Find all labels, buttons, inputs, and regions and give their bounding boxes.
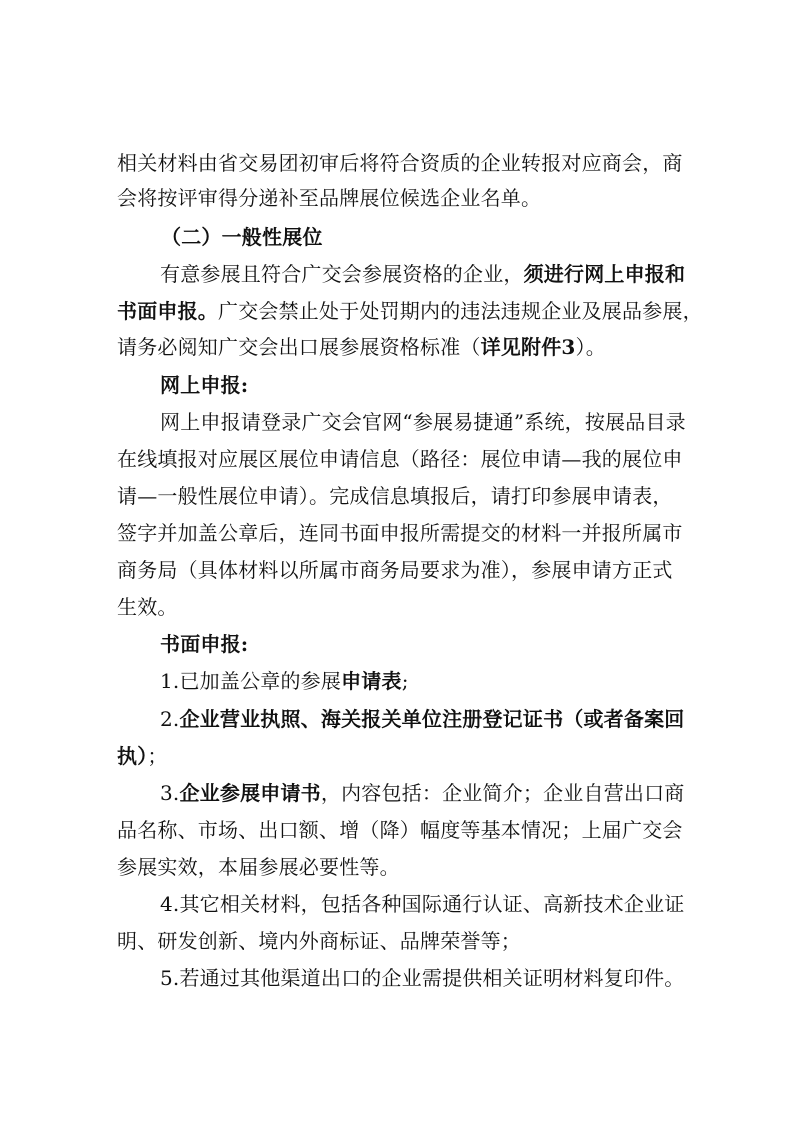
item-2-bold-line-2: 执） (117, 744, 148, 768)
item-3-num: 3. (160, 781, 180, 805)
item-3-bold: 企业参展申请书 (179, 781, 321, 805)
section-heading: （二）一般性展位 (161, 225, 323, 249)
online-paragraph-line-2: 在线填报对应展区展位申请信息（路径：展位申请—我的展位申 (117, 447, 683, 471)
paragraph-2-line-1 (160, 258, 720, 290)
paragraph-2-line-2-bold: 书面申报。 (117, 299, 218, 323)
item-1-end: ; (401, 669, 409, 693)
paragraph-2-line-1-normal: 有意参展且符合广交会参展资格的企业， (160, 262, 524, 286)
item-1-normal: 1.已加盖公章的参展 (160, 669, 342, 693)
item-2-end: ； (147, 744, 168, 768)
online-paragraph-line-1: 网上申报请登录广交会官网“参展易捷通”系统，按展品目录 (160, 410, 686, 434)
item-3-line-2: 品名称、市场、出口额、增（降）幅度等基本情况；上届广交会 (117, 818, 683, 842)
item-3-line-3: 参展实效，本届参展必要性等。 (117, 855, 400, 879)
paragraph-2-line-1-bold: 须进行网上申报和 (523, 262, 686, 286)
item-1-bold: 申请表 (341, 669, 402, 693)
paragraph-2-line-3-normal: 请务必阅知广交会出口展参展资格标准（ (117, 335, 481, 359)
online-paragraph-line-5: 商务局（具体材料以所属市商务局要求为准），参展申请方正式 (117, 558, 673, 582)
paragraph-2-line-3 (117, 331, 717, 363)
paragraph-1-line-2: 会将按评审得分递补至品牌展位候选企业名单。 (117, 186, 542, 210)
written-heading: 书面申报: (160, 632, 249, 656)
item-4-line-2: 明、研发创新、境内外商标证、品牌荣誉等； (117, 929, 521, 953)
item-2-line-1 (160, 703, 720, 735)
paragraph-2-line-3-end: ）。 (575, 335, 606, 359)
online-paragraph-line-6: 生效。 (117, 595, 178, 619)
item-3-line-1 (160, 777, 720, 809)
paragraph-2-line-2-normal: 广交会禁止处于处罚期内的违法违规企业及展品参展， (218, 299, 703, 323)
item-5: 5.若通过其他渠道出口的企业需提供相关证明材料复印件。 (160, 966, 685, 990)
paragraph-2-line-3-bold: 详见附件3 (480, 335, 576, 359)
item-2-num: 2. (160, 707, 180, 731)
item-2-line-2 (117, 740, 717, 772)
item-1 (160, 665, 720, 697)
item-2-bold-line-1: 企业营业执照、海关报关单位注册登记证书（或者备案回 (179, 707, 685, 731)
online-paragraph-line-3: 请—一般性展位申请）。完成信息填报后，请打印参展申请表， (117, 484, 673, 508)
online-heading: 网上申报: (160, 373, 249, 397)
item-4-line-1: 4.其它相关材料，包括各种国际通行认证、高新技术企业证 (160, 892, 685, 916)
paragraph-2-line-2 (117, 295, 717, 327)
paragraph-1-line-1: 相关材料由省交易团初审后将符合资质的企业转报对应商会，商 (117, 151, 683, 175)
item-3-line-1-rest: ，内容包括：企业简介；企业自营出口商 (320, 781, 685, 805)
online-paragraph-line-4: 签字并加盖公章后，连同书面申报所需提交的材料一并报所属市 (117, 521, 683, 545)
